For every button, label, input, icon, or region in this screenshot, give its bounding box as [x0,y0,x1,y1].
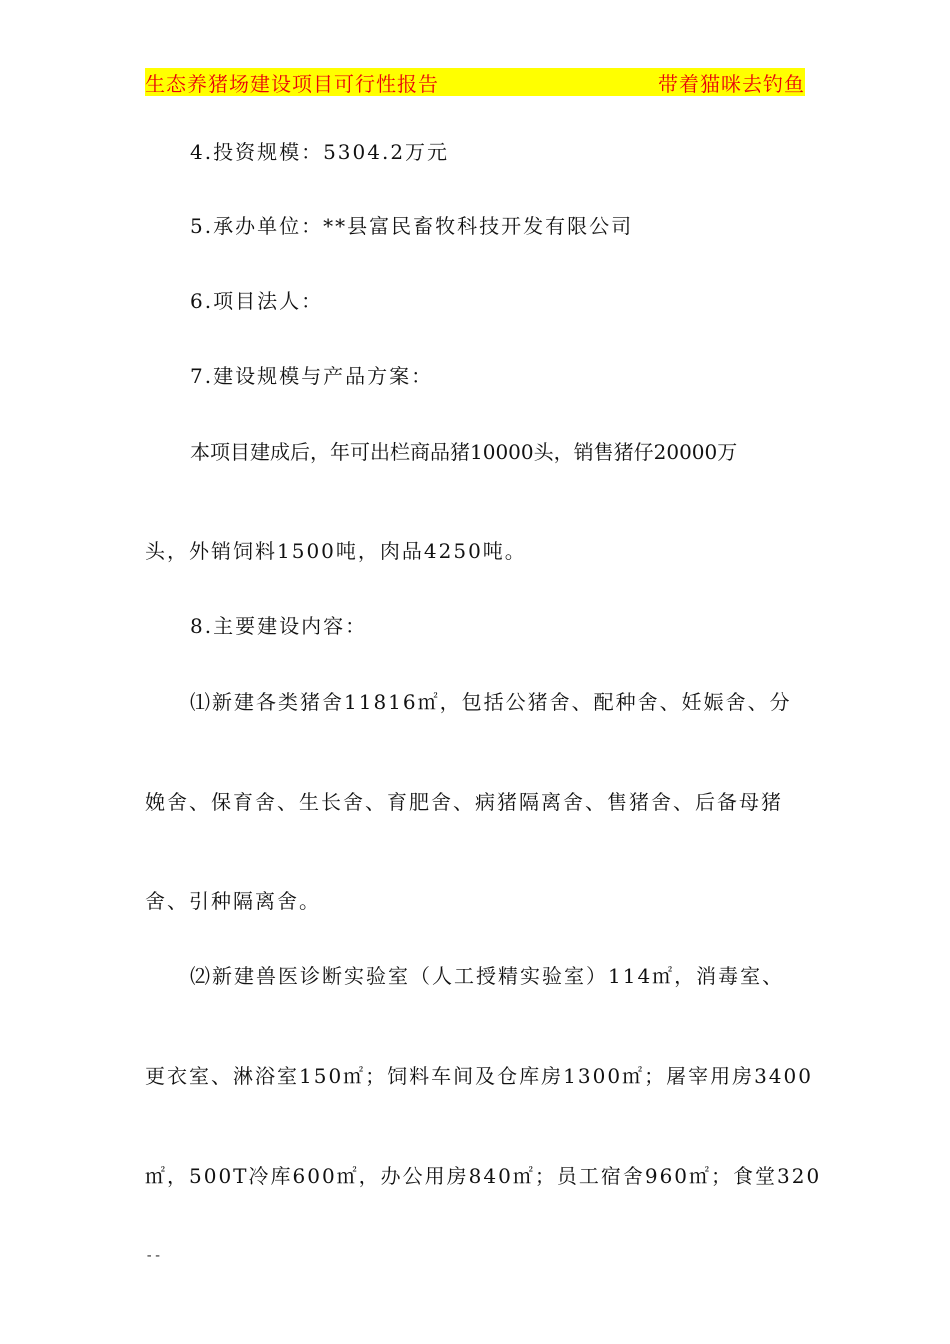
paragraph-line: ⑵新建兽医诊断实验室（人工授精实验室）114㎡，消毒室、 [190,964,785,988]
paragraph-line: 更衣室、淋浴室150㎡；饲料车间及仓库房1300㎡；屠宰用房3400 [145,1064,813,1088]
line-organizer: 5.承办单位：**县富民畜牧科技开发有限公司 [190,214,634,238]
paragraph-line [190,438,807,466]
page-header [145,68,805,96]
paragraph-line: 舍、引种隔离舍。 [145,889,321,913]
line-content-heading: 8.主要建设内容： [190,614,368,638]
paragraph-line: ㎡，500T冷库600㎡，办公用房840㎡；员工宿舍960㎡；食堂320 [145,1164,822,1188]
line-legal-person: 6.项目法人： [190,289,324,313]
line-investment-scale: 4.投资规模：5304.2万元 [190,140,450,164]
line-scale-heading: 7.建设规模与产品方案： [190,364,434,388]
paragraph-line: 头，外销饲料1500吨，肉品4250吨。 [145,539,527,563]
header-right-text: 带着猫咪去钓鱼 [658,71,805,96]
footer-mark: -- [145,1248,162,1264]
paragraph-line-text: 本项目建成后，年可出栏商品猪10000头，销售猪仔20000万 [190,440,738,464]
paragraph-line: ⑴新建各类猪舍11816㎡，包括公猪舍、配种舍、妊娠舍、分 [190,690,792,714]
paragraph-line: 娩舍、保育舍、生长舍、育肥舍、病猪隔离舍、售猪舍、后备母猪 [145,790,783,814]
header-title: 生态养猪场建设项目可行性报告 [145,71,439,96]
